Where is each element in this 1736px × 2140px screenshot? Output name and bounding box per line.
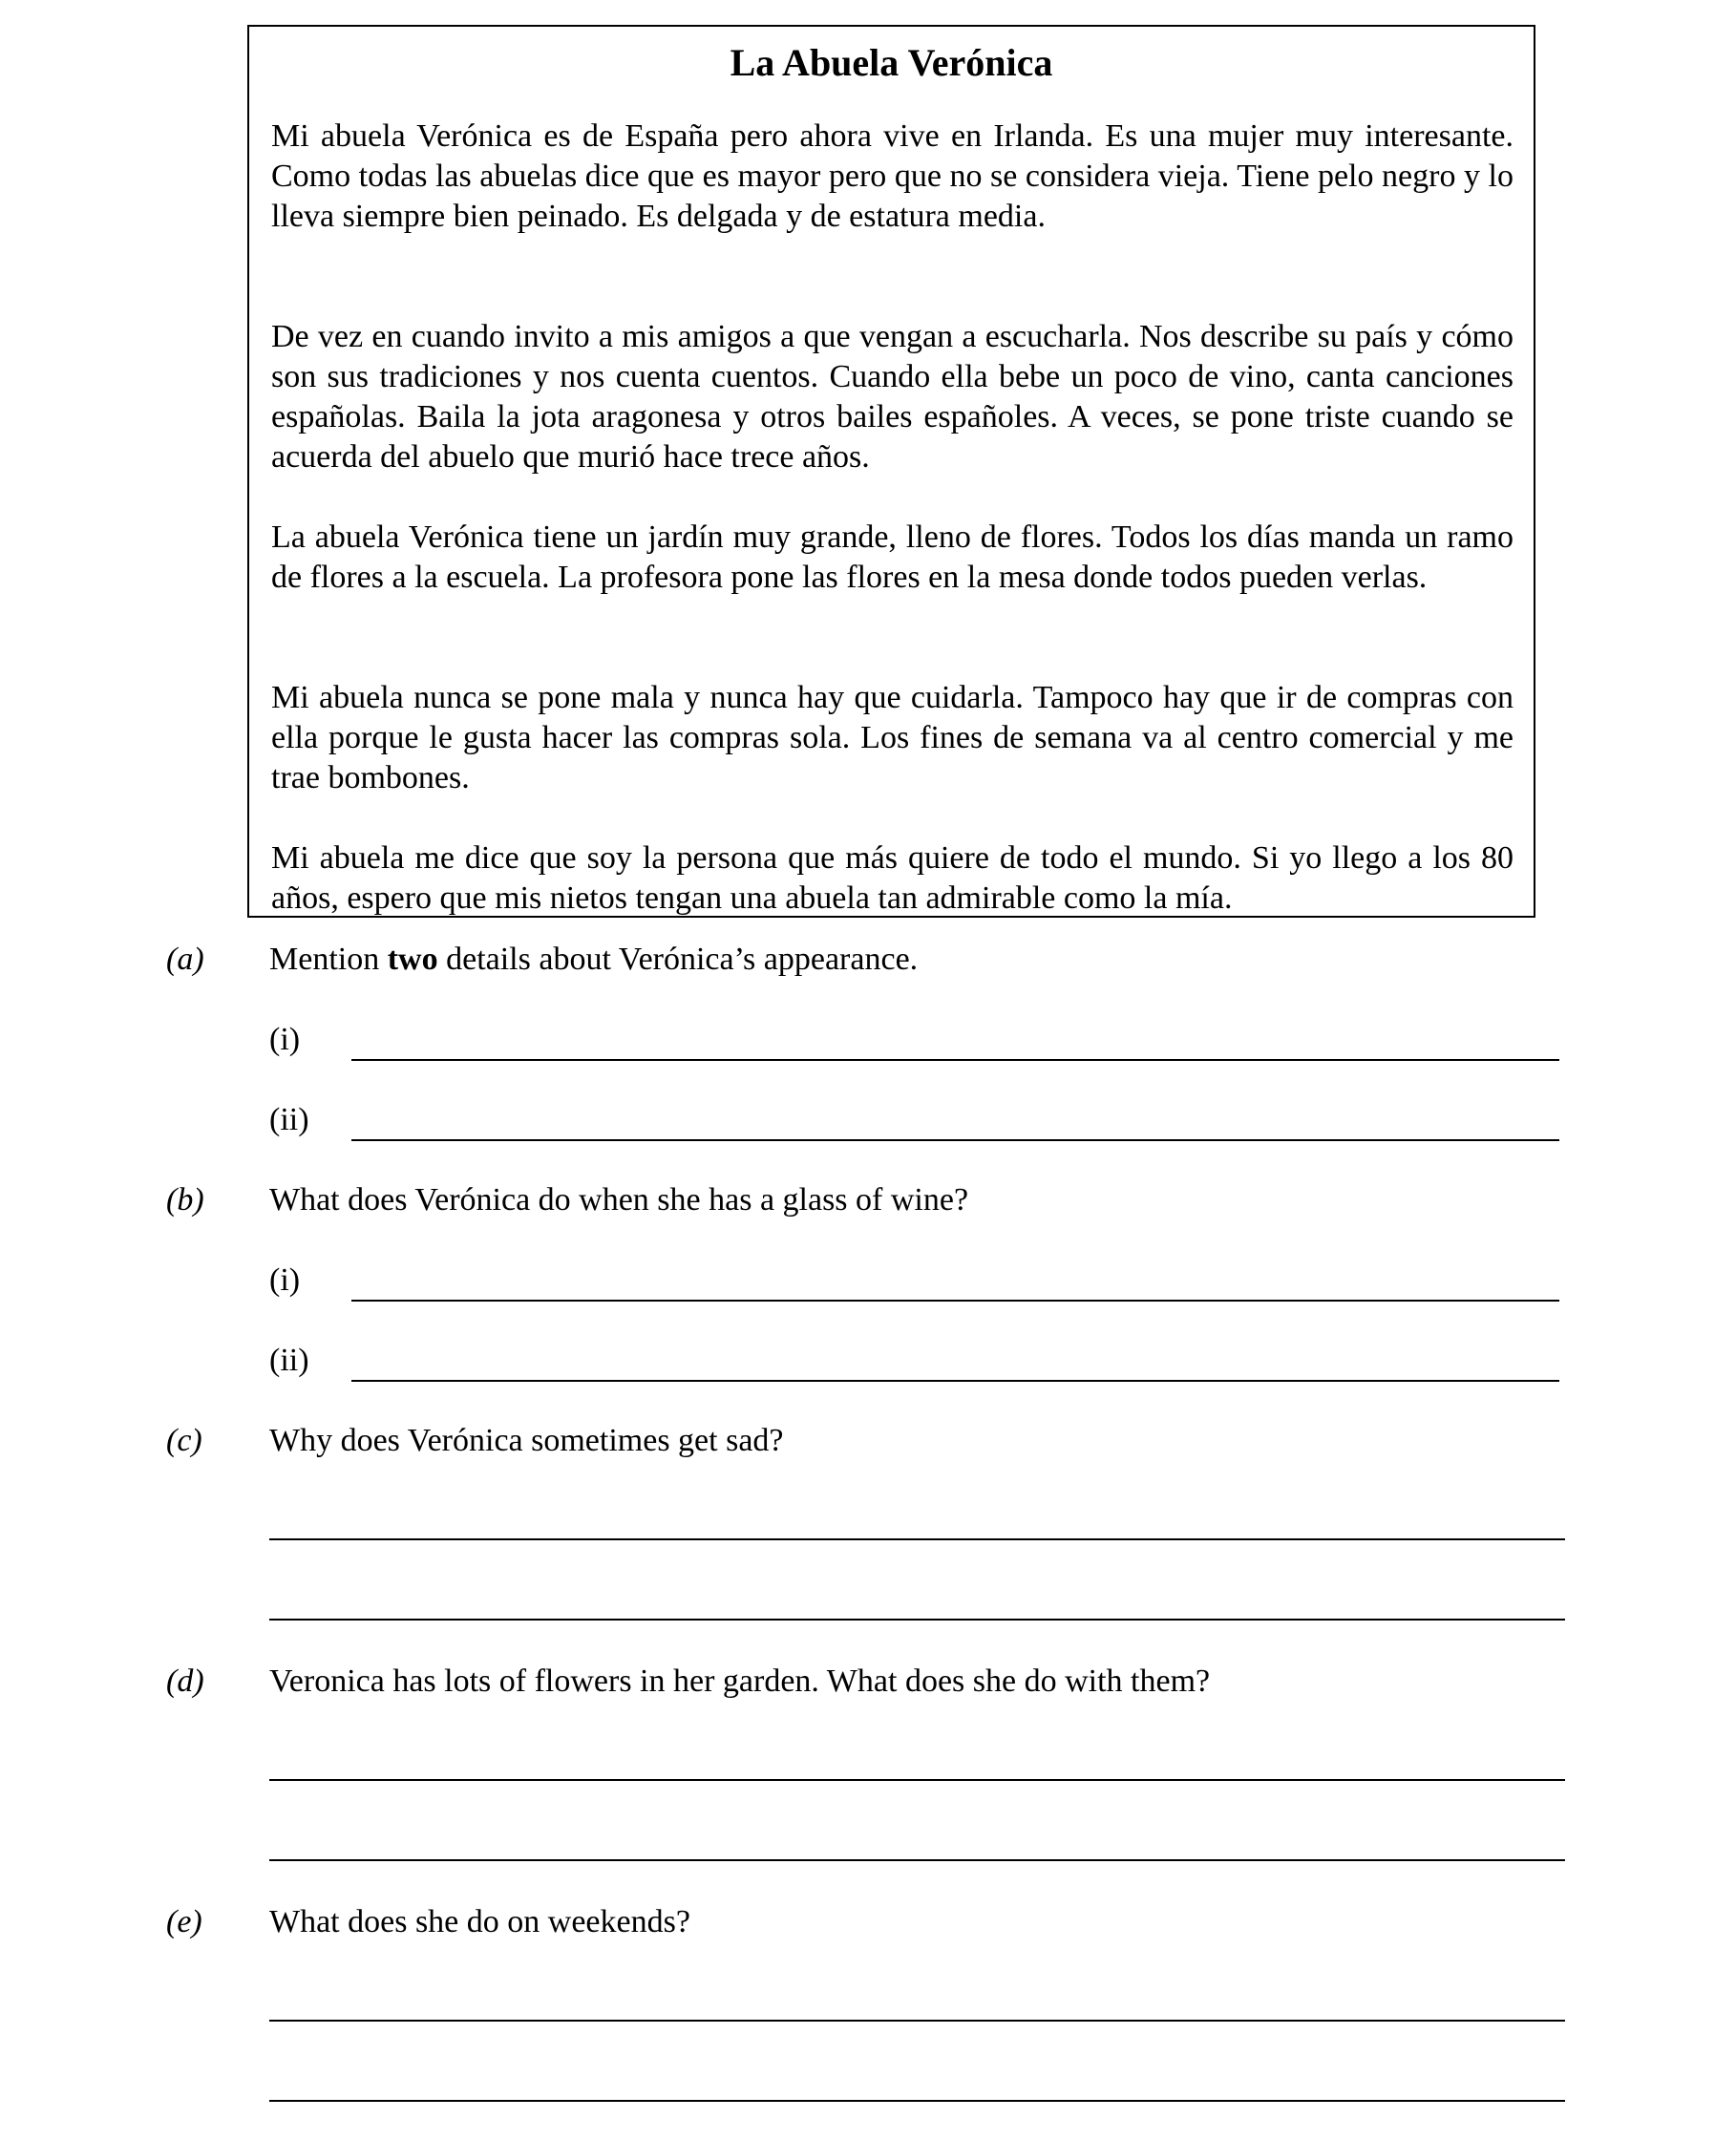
question-label: (c)	[166, 1423, 202, 1458]
answer-line[interactable]	[269, 1619, 1565, 1621]
passage-paragraph: Mi abuela me dice que soy la persona que más quiere de todo el mundo. Si yo llego a los 80 años, espero que mis nietos tengan una abuela tan admirable como la mía.	[271, 840, 1514, 916]
question-label: (b)	[166, 1182, 204, 1218]
question-label: (e)	[166, 1904, 202, 1939]
question-label: (a)	[166, 942, 204, 977]
sub-question-label: (ii)	[269, 1102, 309, 1137]
passage-paragraph: La abuela Verónica tiene un jardín muy grande, lleno de flores. Todos los días manda un ramo de flores a la escuela. La profesora pone las flores en la mesa donde todos pueden verlas.	[271, 519, 1514, 595]
question-text: What does Verónica do when she has a glass of wine?	[269, 1182, 969, 1218]
passage-paragraph: Mi abuela Verónica es de España pero ahora vive en Irlanda. Es una mujer muy interesante. Como todas las abuelas dice que es mayor pero que no se considera vieja. Tiene pelo negro y lo lleva siempre bien peinado. Es delgada y de estatura media.	[271, 118, 1514, 234]
question-text: Veronica has lots of flowers in her garden. What does she do with them?	[269, 1663, 1211, 1699]
answer-line[interactable]	[351, 1139, 1559, 1141]
answer-line[interactable]	[269, 1779, 1565, 1781]
answer-line[interactable]	[269, 2100, 1565, 2102]
passage-title: La Abuela Verónica	[730, 41, 1053, 84]
passage-paragraph: De vez en cuando invito a mis amigos a que vengan a escucharla. Nos describe su país y cómo son sus tradiciones y nos cuenta cuentos. Cuando ella bebe un poco de vino, canta canciones españolas. Baila la jota aragonesa y otros bailes españoles. A veces, se pone triste cuando se acuerda del abuelo que murió hace trece años.	[271, 319, 1514, 475]
answer-line[interactable]	[269, 1859, 1565, 1861]
sub-question-label: (ii)	[269, 1343, 309, 1378]
sub-question-label: (i)	[269, 1262, 301, 1298]
answer-line[interactable]	[351, 1300, 1559, 1302]
question-text: Why does Verónica sometimes get sad?	[269, 1423, 784, 1458]
answer-line[interactable]	[269, 2020, 1565, 2022]
passage-box	[247, 25, 1535, 918]
question-text-part: details about Verónica’s appearance.	[437, 942, 919, 977]
question-text	[269, 940, 918, 980]
question-text: What does she do on weekends?	[269, 1904, 690, 1939]
question-emphasis: two	[387, 942, 438, 977]
question-text-part: Mention	[269, 942, 388, 977]
question-label: (d)	[166, 1663, 204, 1699]
sub-question-label: (i)	[269, 1022, 301, 1057]
answer-line[interactable]	[269, 1538, 1565, 1540]
answer-line[interactable]	[351, 1059, 1559, 1061]
passage-paragraph: Mi abuela nunca se pone mala y nunca hay que cuidarla. Tampoco hay que ir de compras con ella porque le gusta hacer las compras sola. Los fines de semana va al centro comercial y me trae bombones.	[271, 680, 1514, 795]
answer-line[interactable]	[351, 1380, 1559, 1382]
